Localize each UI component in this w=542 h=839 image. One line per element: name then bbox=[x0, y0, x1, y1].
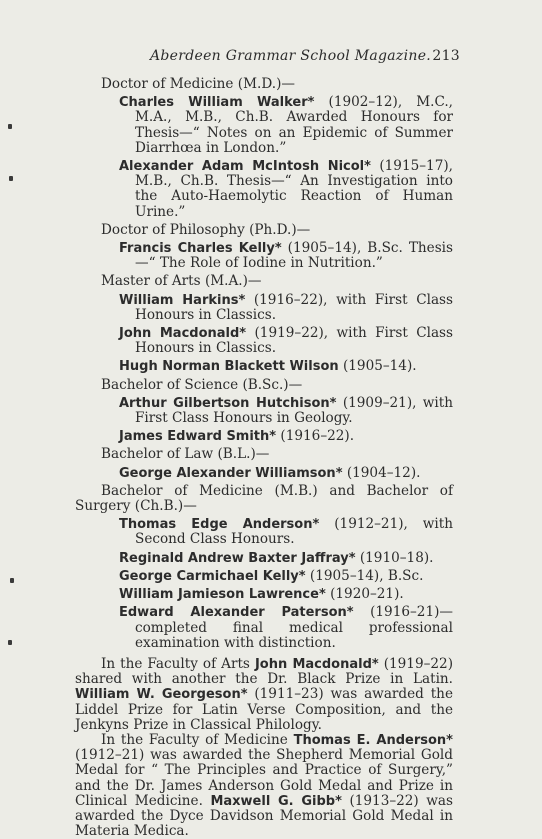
graduate-entry bbox=[75, 551, 453, 566]
graduate-entry bbox=[75, 326, 453, 356]
graduate-entry bbox=[75, 466, 453, 481]
page-body bbox=[75, 74, 453, 839]
graduate-details: (1905–14). bbox=[338, 358, 417, 375]
degree-heading: Bachelor of Law (B.L.)— bbox=[101, 446, 270, 463]
graduate-name: Reginald Andrew Baxter Jaffray* bbox=[119, 550, 356, 566]
graduate-name: Edward Alexander Paterson* bbox=[119, 605, 354, 621]
graduate-name: George Carmichael Kelly* bbox=[119, 568, 306, 584]
graduate-entry bbox=[75, 293, 453, 323]
graduate-name: Alexander Adam McIntosh Nicol* bbox=[119, 159, 371, 175]
prize-text: In the Faculty of Arts bbox=[101, 655, 255, 672]
margin-speck bbox=[8, 640, 12, 645]
graduate-name: Arthur Gilbertson Hutchison* bbox=[119, 395, 337, 411]
graduate-name: Francis Charles Kelly* bbox=[119, 241, 282, 257]
prize-winner-name: Maxwell G. Gibb* bbox=[210, 793, 342, 809]
graduate-entry bbox=[75, 159, 453, 220]
graduate-entry bbox=[75, 241, 453, 271]
prize-winner-name: John Macdonald* bbox=[254, 656, 379, 672]
graduate-details: (1904–12). bbox=[342, 464, 421, 481]
graduate-name: Charles William Walker* bbox=[119, 95, 315, 111]
prize-text: (1912–21) was awarded the Shepherd Memorial Gold Medal for “ The Principles and Practice of Surgery,” and the Dr. James Anderson Gold Medal and Prize in Clinical Medicine. bbox=[75, 747, 453, 809]
graduate-entry bbox=[75, 587, 453, 602]
prize-winner-name: William W. Georgeson* bbox=[75, 687, 248, 703]
prize-winner-name: Thomas E. Anderson* bbox=[293, 732, 453, 748]
degree-heading: Bachelor of Science (B.Sc.)— bbox=[101, 376, 303, 393]
graduate-details: (1916–22). bbox=[276, 428, 355, 445]
margin-speck bbox=[9, 176, 13, 181]
graduate-name: George Alexander Williamson* bbox=[119, 465, 343, 481]
graduate-details: (1916–22), with First Class Honours in Classics. bbox=[135, 291, 453, 323]
degree-heading: Doctor of Philosophy (Ph.D.)— bbox=[101, 221, 311, 238]
prize-text: In the Faculty of Medicine bbox=[101, 731, 294, 748]
graduate-details: (1905–14), B.Sc. bbox=[305, 567, 424, 584]
graduate-name: William Harkins* bbox=[119, 292, 246, 308]
graduate-details: (1905–14), B.Sc. Thesis—“ The Role of Iodine in Nutrition.” bbox=[135, 240, 453, 272]
margin-speck bbox=[10, 578, 14, 583]
graduate-entry bbox=[75, 396, 453, 426]
prize-paragraph bbox=[75, 733, 453, 839]
prize-paragraph bbox=[75, 657, 453, 733]
graduate-details: (1915–17), M.B., Ch.B. Thesis—“ An Investigation into the Auto-Haemolytic Reaction of Human Urine.” bbox=[135, 158, 453, 220]
graduate-details: (1902–12), M.C., M.A., M.B., Ch.B. Awarded Honours for Thesis—“ Notes on an Epidemic of Summer Diarrhœa in London.” bbox=[135, 94, 454, 156]
graduate-details: (1909–21), with First Class Honours in Geology. bbox=[135, 394, 453, 427]
page-header bbox=[150, 48, 460, 64]
page-number: 213 bbox=[432, 48, 460, 64]
degree-heading: Master of Arts (M.A.)— bbox=[101, 273, 262, 290]
graduate-details: (1920–21). bbox=[325, 586, 404, 603]
graduate-name: James Edward Smith* bbox=[119, 429, 277, 445]
margin-speck bbox=[8, 124, 12, 129]
graduate-details: (1916–21)—completed final medical professional examination with distinction. bbox=[135, 604, 453, 651]
degree-heading: Doctor of Medicine (M.D.)— bbox=[101, 76, 295, 92]
running-title: Aberdeen Grammar School Magazine. bbox=[150, 48, 432, 64]
prize-text: (1913–22) was awarded the Dyce Davidson Memorial Gold Medal in Materia Medica. bbox=[75, 792, 453, 839]
graduate-entry bbox=[75, 605, 453, 651]
graduate-name: Hugh Norman Blackett Wilson bbox=[119, 359, 339, 375]
graduate-details: (1912–21), with Second Class Honours. bbox=[135, 516, 453, 548]
graduate-name: William Jamieson Lawrence* bbox=[119, 587, 326, 603]
graduate-entry bbox=[75, 429, 453, 444]
graduate-entry bbox=[75, 517, 453, 547]
graduate-name: John Macdonald* bbox=[119, 326, 247, 342]
graduate-details: (1919–22), with First Class Honours in Classics. bbox=[135, 325, 453, 357]
graduate-entry bbox=[75, 359, 453, 374]
degree-heading: Bachelor of Medicine (M.B.) and Bachelor of Surgery (Ch.B.)— bbox=[75, 482, 453, 515]
graduate-entry bbox=[75, 95, 453, 156]
graduate-details: (1910–18). bbox=[355, 549, 434, 566]
graduate-entry bbox=[75, 569, 453, 584]
graduate-name: Thomas Edge Anderson* bbox=[119, 517, 320, 533]
prize-text: (1911–23) was awarded the Liddel Prize for Latin Verse Composition, and the Jenkyns Prize in Classical Philology. bbox=[75, 686, 453, 733]
prize-text: (1919–22) shared with another the Dr. Black Prize in Latin. bbox=[75, 655, 454, 688]
